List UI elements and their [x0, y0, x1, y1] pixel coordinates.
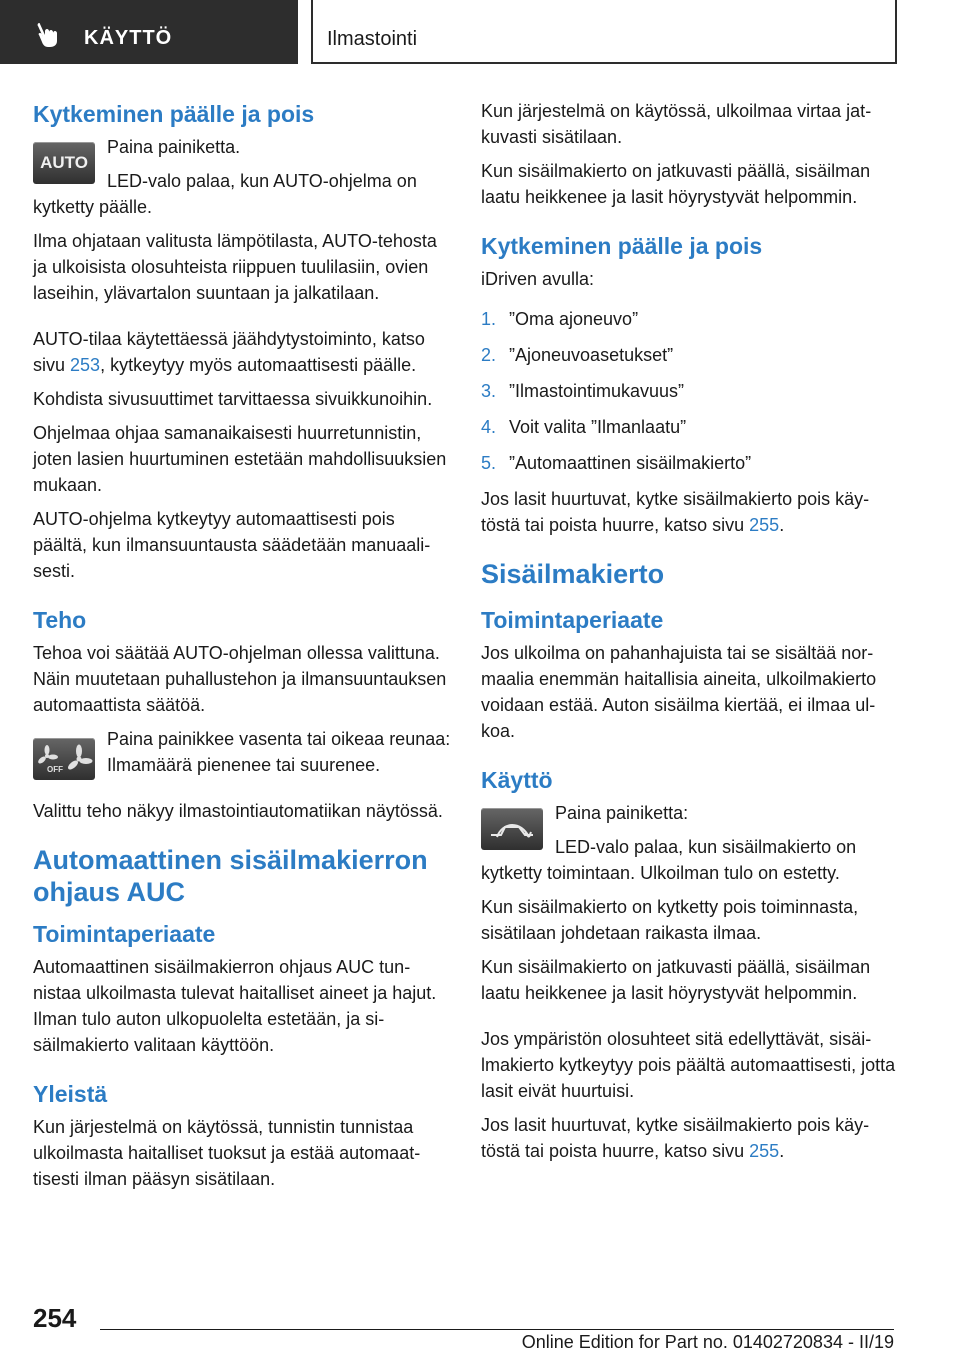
heading-use: Käyttö — [481, 767, 553, 793]
paragraph: Ohjelmaa ohjaa samanaikaisesti huurretunnistin, joten lasien huurtuminen estetään mahdollisuuksien mukaan. — [33, 423, 447, 495]
paragraph: Paina painikkee vasenta tai oikeaa reunaa: Ilmamäärä pienenee tai suurenee. — [107, 729, 451, 775]
heading-recirculation: Sisäilmakierto — [481, 559, 665, 589]
heading-on-off-right: Kytkeminen päälle ja pois — [481, 233, 763, 259]
recirculation-button-icon — [481, 808, 543, 850]
heading-general: Yleistä — [33, 1081, 108, 1107]
edition-note: Online Edition for Part no. 01402720834 - II/19 — [521, 1332, 894, 1352]
paragraph: iDriven avulla: — [481, 269, 595, 289]
heading-auc: Automaattinen sisäilmakierron ohjaus AUC — [33, 845, 428, 907]
page-link-253[interactable]: 253 — [70, 355, 101, 375]
paragraph: Kohdista sivusuuttimet tarvittaessa sivuikkunoihin. — [33, 389, 433, 409]
section-title: Ilmastointi — [327, 28, 418, 50]
page-link-255[interactable]: 255 — [749, 515, 780, 535]
paragraph: Kun sisäilmakierto on jatkuvasti päällä, sisäilman laatu heikkenee ja lasit höyrystyvät helpommin. — [481, 161, 871, 207]
paragraph-fog: Jos lasit huurtuvat, kytke sisäilmakierto pois käytöstä tai poista huurre, katso sivu 255. — [481, 489, 870, 535]
paragraph: Kun järjestelmä on käytössä, ulkoilmaa virtaa jatkuvasti sisätilaan. — [481, 101, 872, 147]
footer-divider — [100, 1329, 894, 1330]
section-header — [311, 0, 897, 64]
paragraph: Paina painiketta. — [107, 137, 241, 157]
list-item: 4. Voit valita ”Ilmanlaatu” — [481, 417, 687, 437]
list-item: 1. ”Oma ajoneuvo” — [481, 309, 639, 329]
page-link-255[interactable]: 255 — [749, 1141, 780, 1161]
right-column — [481, 98, 899, 1172]
paragraph: Kun sisäilmakierto on jatkuvasti päällä, sisäilman laatu heikkenee ja lasit höyrystyvät helpommin. — [481, 957, 871, 1003]
chapter-title: KÄYTTÖ — [84, 27, 173, 49]
paragraph: Valittu teho näkyy ilmastointiautomatiikan näytössä. — [33, 801, 443, 821]
chapter-tab — [0, 0, 298, 64]
heading-principle: Toimintaperiaate — [33, 921, 216, 947]
paragraph-cooling: AUTO-tilaa käytettäessä jäähdytystoiminto, katso sivu 253, kytkeytyy myös automaattisesti päälle. — [33, 329, 425, 375]
paragraph: AUTO-ohjelma kytkeytyy automaattisesti pois päältä, kun ilmansuuntausta säädetään manuaalisesti. — [33, 509, 431, 581]
fan-icon — [35, 744, 93, 774]
car-recirculation-icon — [485, 815, 539, 843]
paragraph: Jos ulkoilma on pahanhajuista tai se sisältää normaalia enemmän haitallisia aineita, ulkoilmakierto voidaan estää. Auton sisäilma kiertää, ei ilmaa ulkoa. — [481, 643, 877, 741]
heading-principle-right: Toimintaperiaate — [481, 607, 664, 633]
paragraph: Paina painiketta: — [555, 803, 689, 823]
paragraph-fog2: Jos lasit huurtuvat, kytke sisäilmakierto pois käytöstä tai poista huurre, katso sivu 255. — [481, 1115, 870, 1161]
paragraph: Tehoa voi säätää AUTO-ohjelman ollessa valittuna. Näin muutetaan puhallustehon ja ilmansuuntauksen automaattista säätöä. — [33, 643, 447, 715]
paragraph: Jos ympäristön olosuhteet sitä edellyttävät, sisäilmakierto kytkeytyy pois päältä automaattisesti, jotta lasit eivät huurtuisi. — [481, 1029, 896, 1101]
paragraph: LED-valo palaa, kun sisäilmakierto on kytketty toimintaan. Ulkoilman tulo on estetty. — [481, 837, 857, 883]
pointing-hand-icon — [36, 22, 64, 48]
paragraph: Kun sisäilmakierto on kytketty pois toiminnasta, sisätilaan johdetaan raikasta ilmaa. — [481, 897, 859, 943]
list-item: 3. ”Ilmastointimukavuus” — [481, 381, 685, 401]
paragraph: Ilma ohjataan valitusta lämpötilasta, AUTO-tehosta ja ulkoisista olosuhteista riippuen tuulilasiin, ovien laseihin, ylävartalon suuntaan ja jalkatilaan. — [33, 231, 437, 303]
page-number: 254 — [33, 1303, 77, 1333]
heading-teho: Teho — [33, 607, 87, 633]
fan-button-icon — [33, 738, 95, 780]
auto-button-icon — [33, 142, 95, 184]
paragraph: Kun järjestelmä on käytössä, tunnistin tunnistaa ulkoilmasta haitalliset tuoksut ja estää automaattisesti ilman pääsyn sisätilaan. — [33, 1117, 421, 1189]
left-column — [33, 98, 451, 1200]
heading-on-off: Kytkeminen päälle ja pois — [33, 101, 315, 127]
list-item: 5. ”Automaattinen sisäilmakierto” — [481, 453, 752, 473]
list-item: 2. ”Ajoneuvoasetukset” — [481, 345, 674, 365]
steps-list — [481, 306, 899, 476]
paragraph: Automaattinen sisäilmakierron ohjaus AUC tunnistaa ulkoilmasta tulevat haitalliset aineet ja hajut. Ilman tulo auton ulkopuolelta estetään, ja sisäilmakierto valitaan käyttöön. — [33, 957, 437, 1055]
svg-text:OFF: OFF — [47, 765, 63, 774]
auto-button-label: AUTO — [40, 153, 88, 172]
paragraph: LED-valo palaa, kun AUTO-ohjelma on kytketty päälle. — [33, 171, 417, 217]
